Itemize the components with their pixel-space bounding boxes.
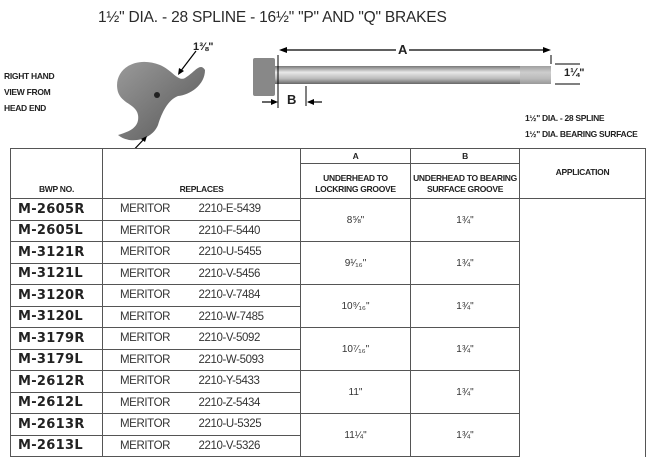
header-b-desc: UNDERHEAD TO BEARING SURFACE GROOVE — [411, 164, 520, 199]
bwp-number: M-3121L — [11, 263, 103, 285]
shaft-specs — [525, 110, 638, 142]
replaces-manufacturer: MERITOR — [103, 392, 195, 414]
parts-table — [10, 148, 646, 457]
header-a-desc: UNDERHEAD TO LOCKRING GROOVE — [301, 164, 411, 199]
bwp-number: M-2613R — [11, 414, 103, 436]
dimension-a: 10⁹⁄₁₆" — [301, 285, 411, 328]
bwp-number: M-3179L — [11, 349, 103, 371]
spline-dimension-label: 1¼" — [564, 67, 585, 79]
replaces-manufacturer: MERITOR — [103, 285, 195, 307]
dimension-b: 1¾" — [411, 414, 520, 457]
bwp-number: M-2612L — [11, 392, 103, 414]
dimension-a: 8⅝" — [301, 199, 411, 242]
header-application: APPLICATION — [520, 149, 646, 199]
dimension-b: 1¾" — [411, 242, 520, 285]
dimension-b: 1¾" — [411, 199, 520, 242]
header-a: A — [301, 149, 411, 164]
dimension-a: 11¼" — [301, 414, 411, 457]
replaces-part-number: 2210-Z-5434 — [195, 392, 301, 414]
page-title: 1½" DIA. - 28 SPLINE - 16½" "P" AND "Q" BRAKES — [98, 9, 447, 26]
replaces-part-number: 2210-W-5093 — [195, 349, 301, 371]
header-b: B — [411, 149, 520, 164]
replaces-part-number: 2210-V-7484 — [195, 285, 301, 307]
bwp-number: M-3120R — [11, 285, 103, 307]
table-row — [11, 199, 646, 221]
dimension-b-label: B — [287, 92, 297, 107]
header-bwp: BWP NO. — [11, 149, 103, 199]
application-cell — [520, 199, 646, 457]
dimension-b: 1¾" — [411, 328, 520, 371]
bwp-number: M-3121R — [11, 242, 103, 264]
header-replaces: REPLACES — [103, 149, 301, 199]
cam-dimension-label: 1⅜" — [193, 41, 214, 53]
bwp-number: M-2613L — [11, 435, 103, 457]
replaces-manufacturer: MERITOR — [103, 242, 195, 264]
replaces-manufacturer: MERITOR — [103, 199, 195, 221]
replaces-manufacturer: MERITOR — [103, 435, 195, 457]
bwp-number: M-2605R — [11, 199, 103, 221]
replaces-part-number: 2210-Y-5433 — [195, 371, 301, 393]
dimension-a: 11" — [301, 371, 411, 414]
view-note-line: HEAD END — [4, 103, 46, 113]
dimension-b: 1¾" — [411, 371, 520, 414]
replaces-part-number: 2210-V-5092 — [195, 328, 301, 350]
replaces-manufacturer: MERITOR — [103, 306, 195, 328]
replaces-manufacturer: MERITOR — [103, 371, 195, 393]
view-note-line: RIGHT HAND — [4, 71, 55, 81]
dimension-b: 1¾" — [411, 285, 520, 328]
spec-line: 1½" DIA. - 28 SPLINE — [525, 113, 605, 123]
shaft-head-image — [253, 58, 275, 96]
bwp-number: M-3120L — [11, 306, 103, 328]
replaces-part-number: 2210-W-7485 — [195, 306, 301, 328]
replaces-manufacturer: MERITOR — [103, 328, 195, 350]
replaces-manufacturer: MERITOR — [103, 263, 195, 285]
dimension-a: 9¹⁄₁₆" — [301, 242, 411, 285]
replaces-part-number: 2210-F-5440 — [195, 220, 301, 242]
replaces-part-number: 2210-V-5456 — [195, 263, 301, 285]
replaces-part-number: 2210-V-5326 — [195, 435, 301, 457]
replaces-manufacturer: MERITOR — [103, 414, 195, 436]
replaces-manufacturer: MERITOR — [103, 349, 195, 371]
replaces-part-number: 2210-U-5455 — [195, 242, 301, 264]
dimension-a: 10⁷⁄₁₆" — [301, 328, 411, 371]
view-note-line: VIEW FROM — [4, 87, 51, 97]
bwp-number: M-2612R — [11, 371, 103, 393]
bwp-number: M-3179R — [11, 328, 103, 350]
replaces-part-number: 2210-E-5439 — [195, 199, 301, 221]
dimension-a-label: A — [398, 42, 408, 57]
replaces-part-number: 2210-U-5325 — [195, 414, 301, 436]
shaft-image — [275, 66, 551, 84]
bwp-number: M-2605L — [11, 220, 103, 242]
cam-head-image — [117, 62, 205, 140]
spec-line: 1½" DIA. BEARING SURFACE — [525, 129, 638, 139]
replaces-manufacturer: MERITOR — [103, 220, 195, 242]
